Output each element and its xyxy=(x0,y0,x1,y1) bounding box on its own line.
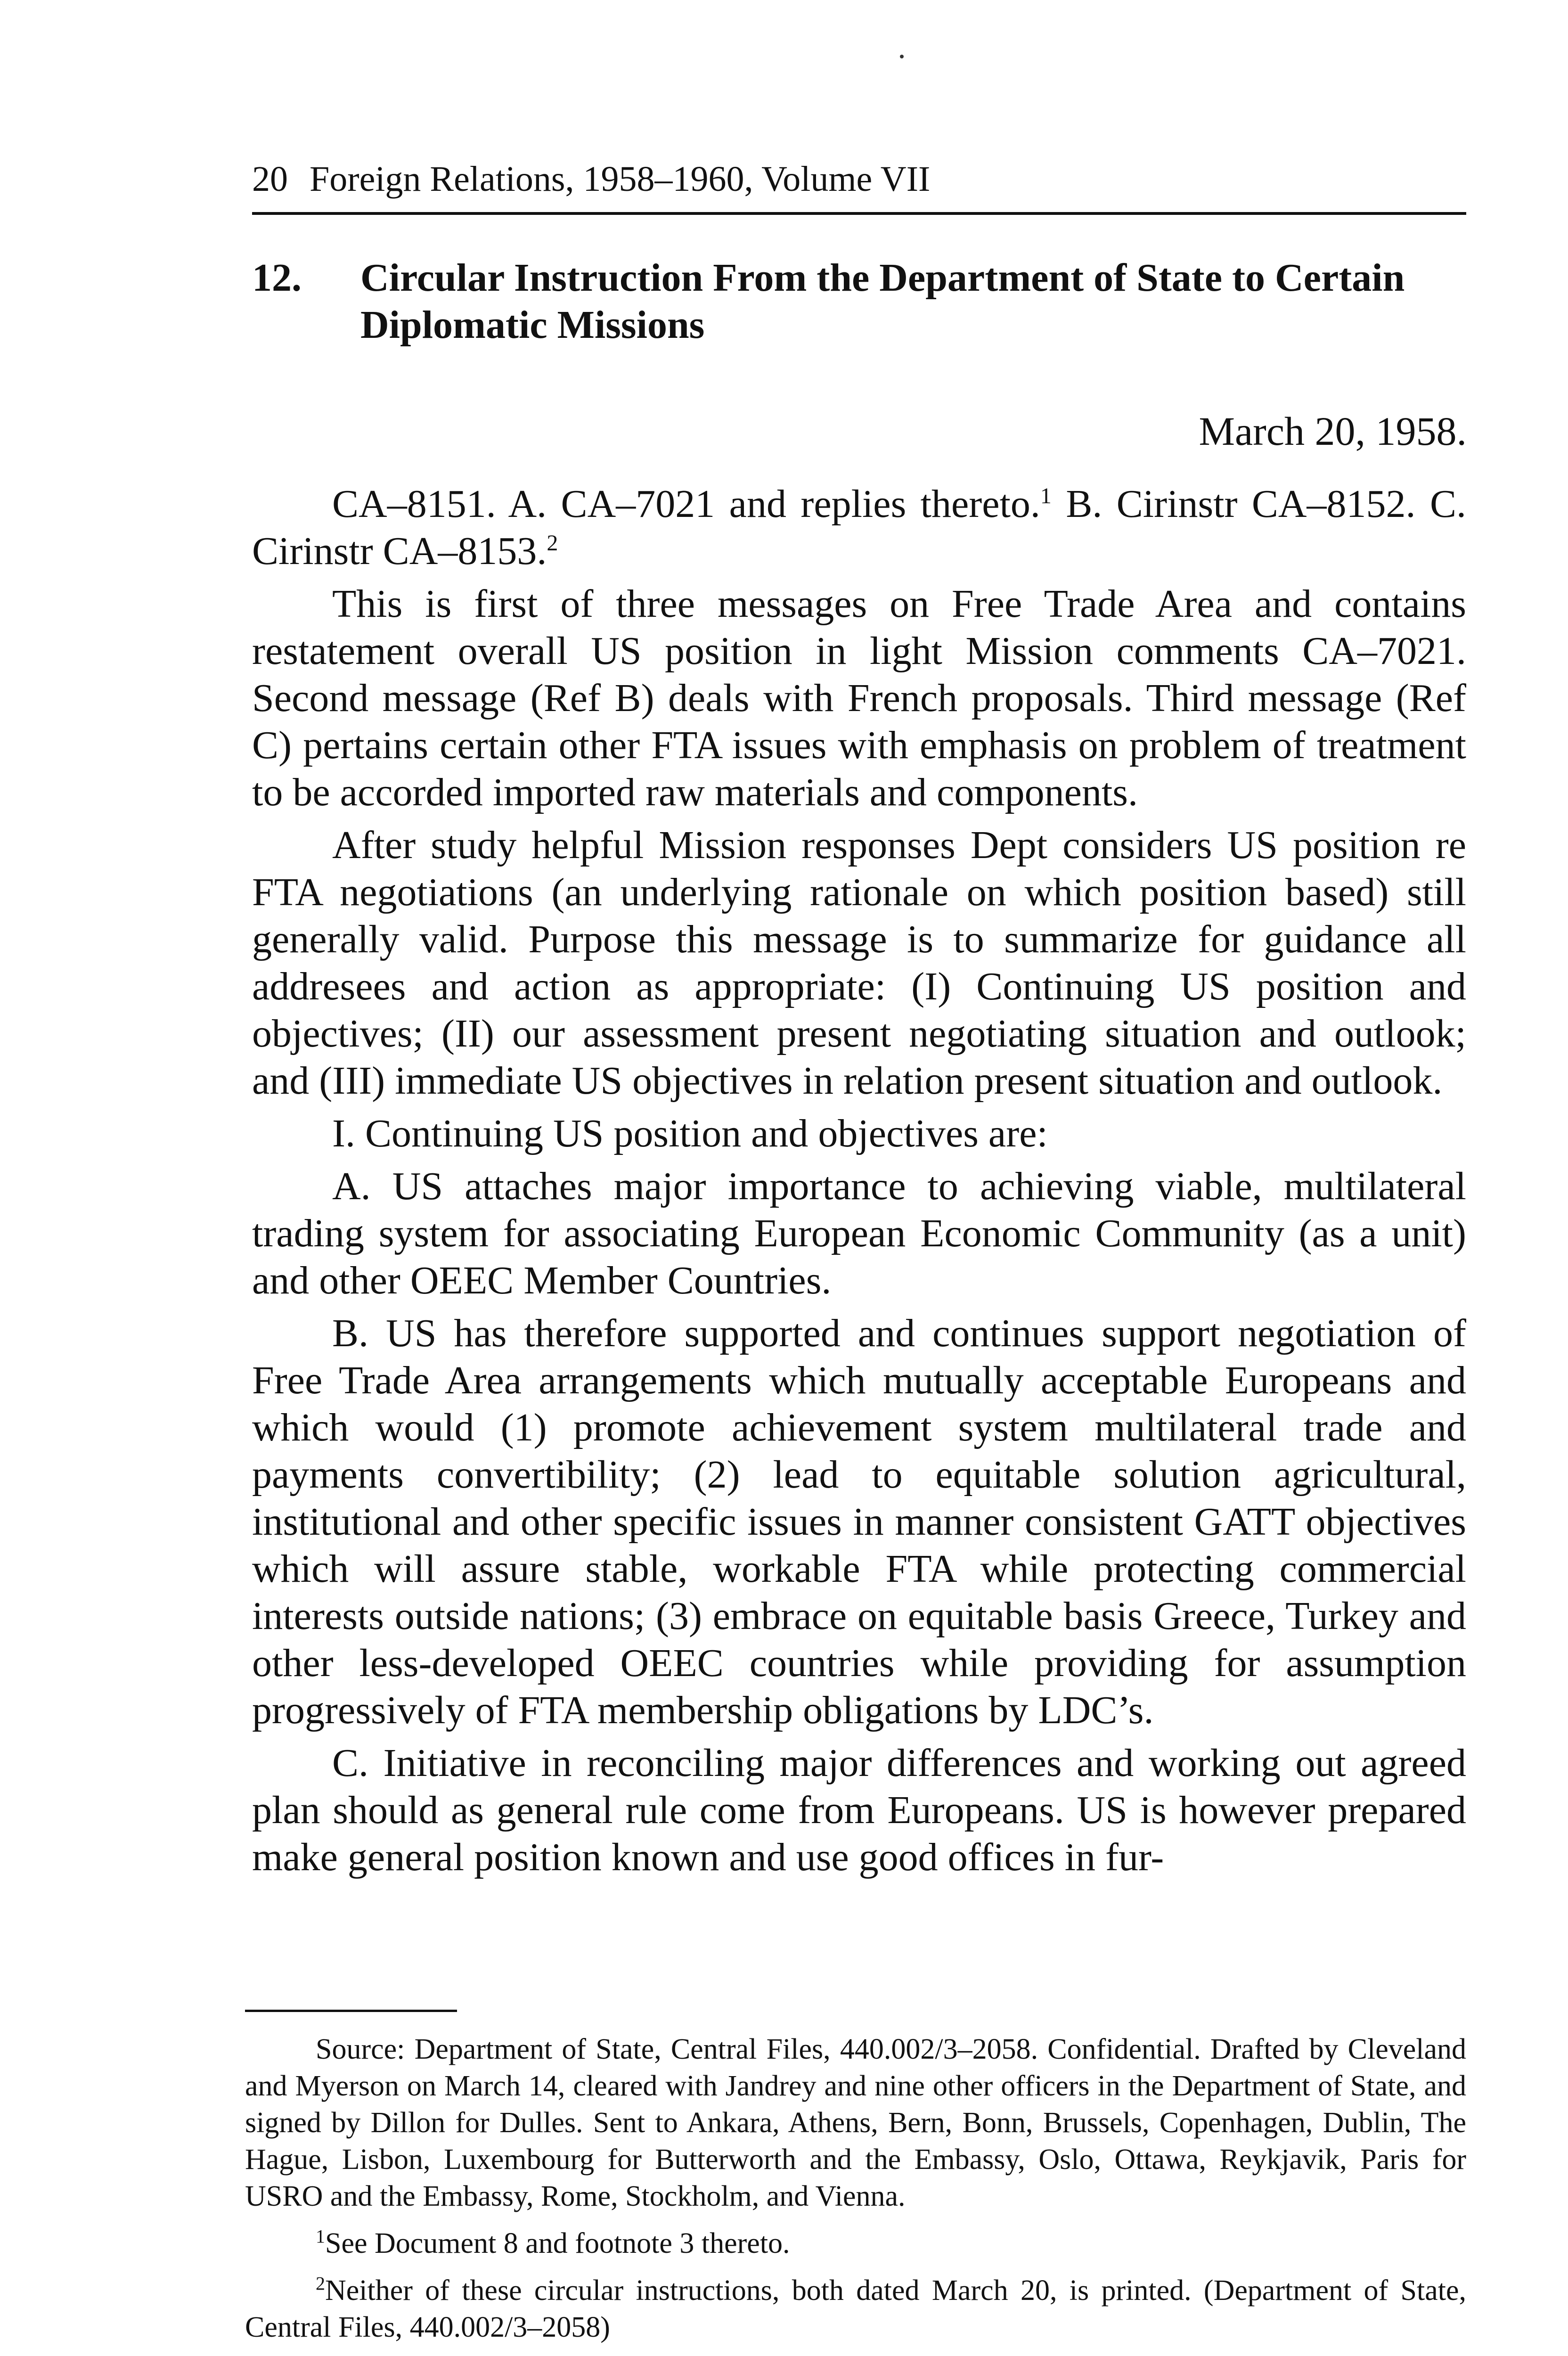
footnote-rule xyxy=(245,2010,457,2012)
running-title: Foreign Relations, 1958–1960, Volume VII xyxy=(310,159,931,199)
header-rule xyxy=(252,212,1466,215)
paragraph-2: After study helpful Mission responses Dept considers US position re FTA negotiations (an underlying rationale on which position based) still generally valid. Purpose this message is to summarize for guidance all addresees and action as appropriate: (I) Continuing US position and objectives; (II) our assessment present negotiating situation and outlook; and (III) immediate US objectives in relation present situation and outlook. xyxy=(252,823,1466,1103)
footnote-1 xyxy=(245,2225,1466,2262)
paragraph-4: A. US attaches major importance to achieving viable, multilateral trading system for associating European Economic Community (as a unit) and other OEEC Member Countries. xyxy=(252,1164,1466,1302)
paragraph-3: I. Continuing US position and objectives are: xyxy=(332,1112,1048,1155)
paragraph-6: C. Initiative in reconciling major differences and working out agreed plan should as general rule come from Europeans. US is however prepared make general position known and use good offices in fur- xyxy=(252,1741,1466,1879)
footnote-2-text: Neither of these circular instructions, both dated March 20, is printed. (Department of State, Central Files, 440.002/3–2058) xyxy=(245,2274,1466,2343)
footnote-1-text: See Document 8 and footnote 3 thereto. xyxy=(325,2227,790,2259)
paragraph-5: B. US has therefore supported and continues support negotiation of Free Trade Area arrangements which mutually acceptable Europeans and which would (1) promote achievement system multilateral trade and payments convertibility; (2) lead to equitable solution agricultural, institutional and other specific issues in manner consistent GATT objectives which will assure stable, workable FTA while protecting commercial interests outside nations; (3) embrace on equitable basis Greece, Turkey and other less-developed OEEC countries while providing for assumption progressively of FTA membership obligations by LDC’s. xyxy=(252,1311,1466,1732)
reference-text-b: B. Cirinstr CA–8152. C. Cirinstr CA–8153. xyxy=(252,482,1466,573)
footnote-2 xyxy=(245,2272,1466,2346)
document-title: Circular Instruction From the Department of State to Certain Diplomatic Missions xyxy=(360,256,1405,347)
scan-speck xyxy=(900,55,904,58)
reference-line xyxy=(252,481,1466,575)
footnote-mark-1: 1 xyxy=(1040,483,1052,508)
footnote-mark-2: 2 xyxy=(547,531,558,556)
running-header xyxy=(252,155,930,203)
reference-text-a: CA–8151. A. CA–7021 and replies thereto. xyxy=(332,482,1040,526)
paragraph-1: This is first of three messages on Free Trade Area and contains restatement overall US position in light Mission comments CA–7021. Second message (Ref B) deals with French proposals. Third message (Ref C) pertains certain other FTA issues with emphasis on problem of treatment to be accorded imported raw materials and components. xyxy=(252,582,1466,814)
footnote-1-mark: 1 xyxy=(316,2225,325,2247)
document-number: 12. xyxy=(252,256,302,300)
document-heading xyxy=(252,254,1477,349)
footnote-2-mark: 2 xyxy=(316,2273,325,2294)
document-body xyxy=(252,481,1466,1887)
source-note: Source: Department of State, Central Files, 440.002/3–2058. Confidential. Drafted by Cleveland and Myerson on March 14, cleared with Jandrey and nine other officers in the Department of State, and signed by Dillon for Dulles. Sent to Ankara, Athens, Bern, Bonn, Brussels, Copenhagen, Dublin, The Hague, Lisbon, Luxembourg for Butterworth and the Embassy, Oslo, Ottawa, Reykjavik, Paris for USRO and the Embassy, Rome, Stockholm, and Vienna. xyxy=(245,2033,1466,2212)
footnotes xyxy=(245,2031,1466,2356)
document-date: March 20, 1958. xyxy=(1199,409,1467,454)
page-number: 20 xyxy=(252,159,288,199)
